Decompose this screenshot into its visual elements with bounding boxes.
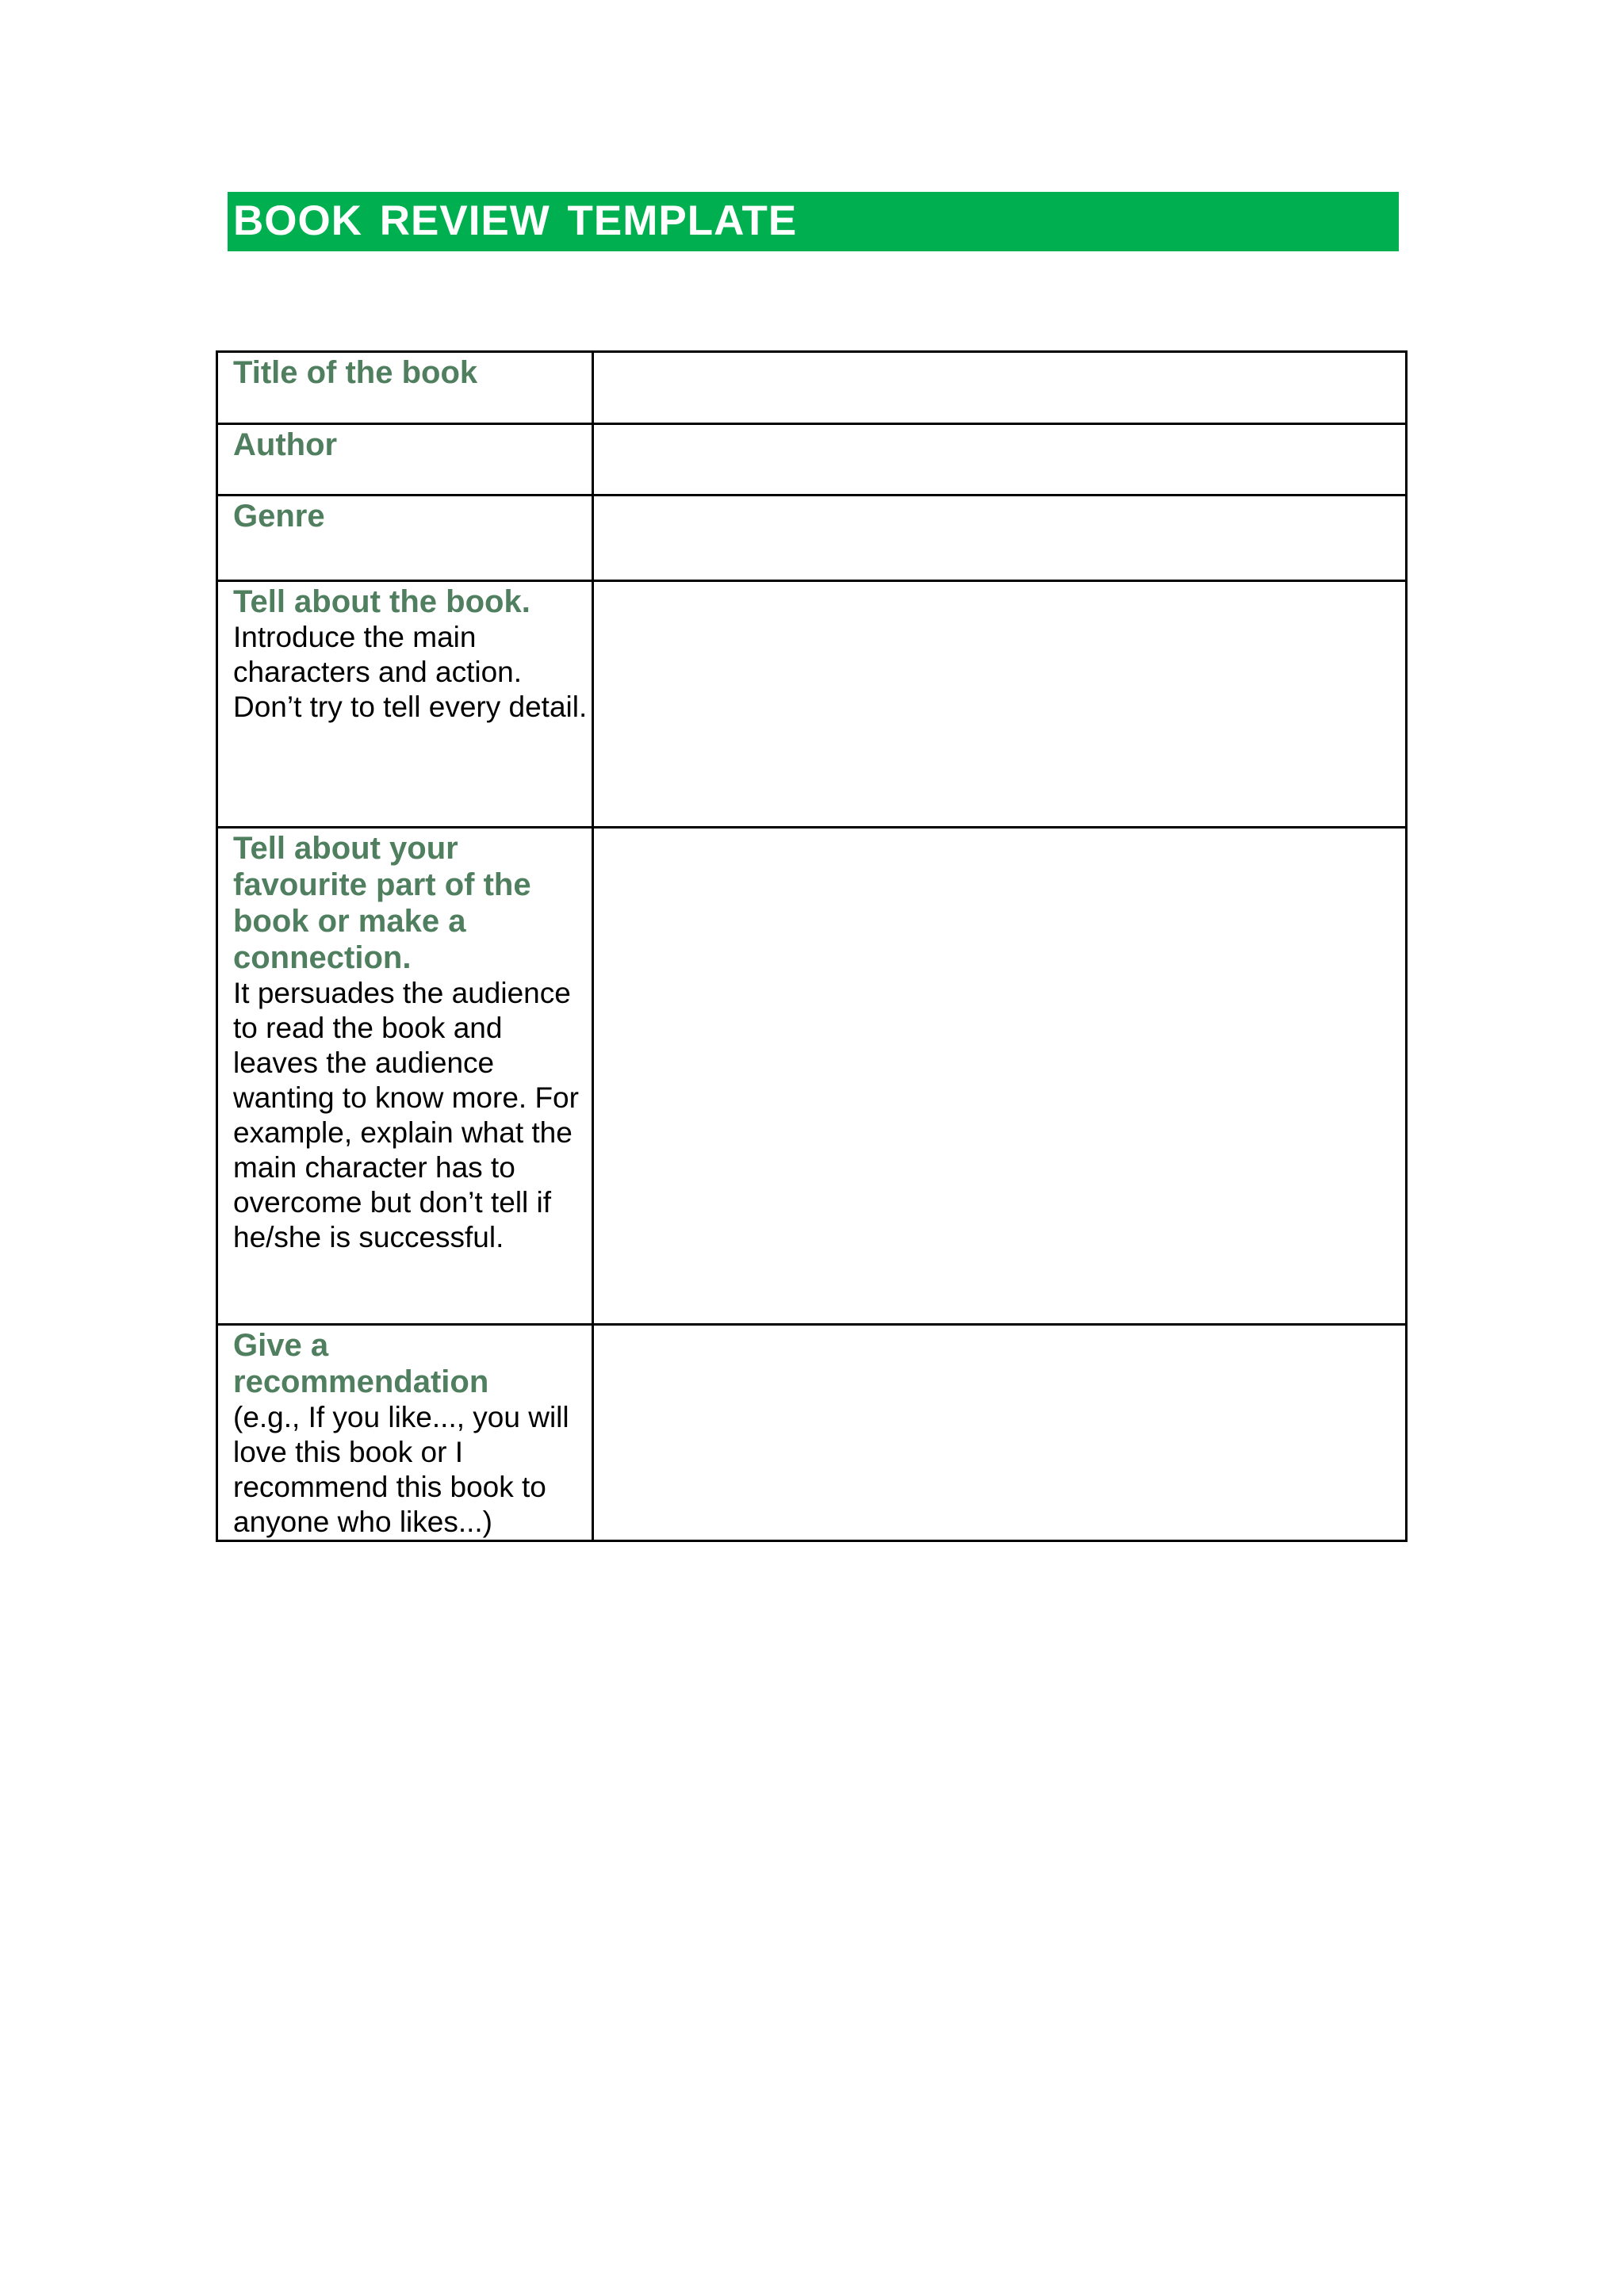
table-row-recommendation xyxy=(217,1325,1407,1541)
row-heading-recommendation: Give a recommendation xyxy=(233,1328,489,1399)
row-description-favourite: It persuades the audience to read the book and leaves the audience wanting to know more. For example, explain what the main character has to overcome but don’t tell if he/she is successful. xyxy=(233,977,579,1253)
label-cell-summary xyxy=(217,581,593,828)
answer-cell-title[interactable] xyxy=(593,352,1407,424)
answer-cell-recommendation[interactable] xyxy=(593,1325,1407,1541)
row-heading-favourite: Tell about your favourite part of the book or make a connection. xyxy=(233,831,531,975)
title-banner xyxy=(228,192,1399,251)
answer-cell-author[interactable] xyxy=(593,424,1407,496)
table-row-genre xyxy=(217,496,1407,581)
table-row-title xyxy=(217,352,1407,424)
answer-cell-summary[interactable] xyxy=(593,581,1407,828)
table-row-favourite xyxy=(217,828,1407,1325)
label-cell-author xyxy=(217,424,593,496)
row-description-summary: Introduce the main characters and action. Don’t try to tell every detail. xyxy=(233,621,588,723)
row-heading-summary: Tell about the book. xyxy=(233,584,530,619)
label-cell-recommendation xyxy=(217,1325,593,1541)
book-review-table xyxy=(216,350,1408,1542)
answer-cell-favourite[interactable] xyxy=(593,828,1407,1325)
row-heading-genre: Genre xyxy=(233,499,325,534)
row-heading-title: Title of the book xyxy=(233,355,478,390)
answer-cell-genre[interactable] xyxy=(593,496,1407,581)
row-heading-author: Author xyxy=(233,427,338,462)
table-row-author xyxy=(217,424,1407,496)
page-title: BOOK REVIEW TEMPLATE xyxy=(233,197,798,244)
label-cell-genre xyxy=(217,496,593,581)
label-cell-title xyxy=(217,352,593,424)
label-cell-favourite xyxy=(217,828,593,1325)
row-description-recommendation: (e.g., If you like..., you will love this book or I recommend this book to anyone who likes...) xyxy=(233,1401,569,1538)
table-row-summary xyxy=(217,581,1407,828)
